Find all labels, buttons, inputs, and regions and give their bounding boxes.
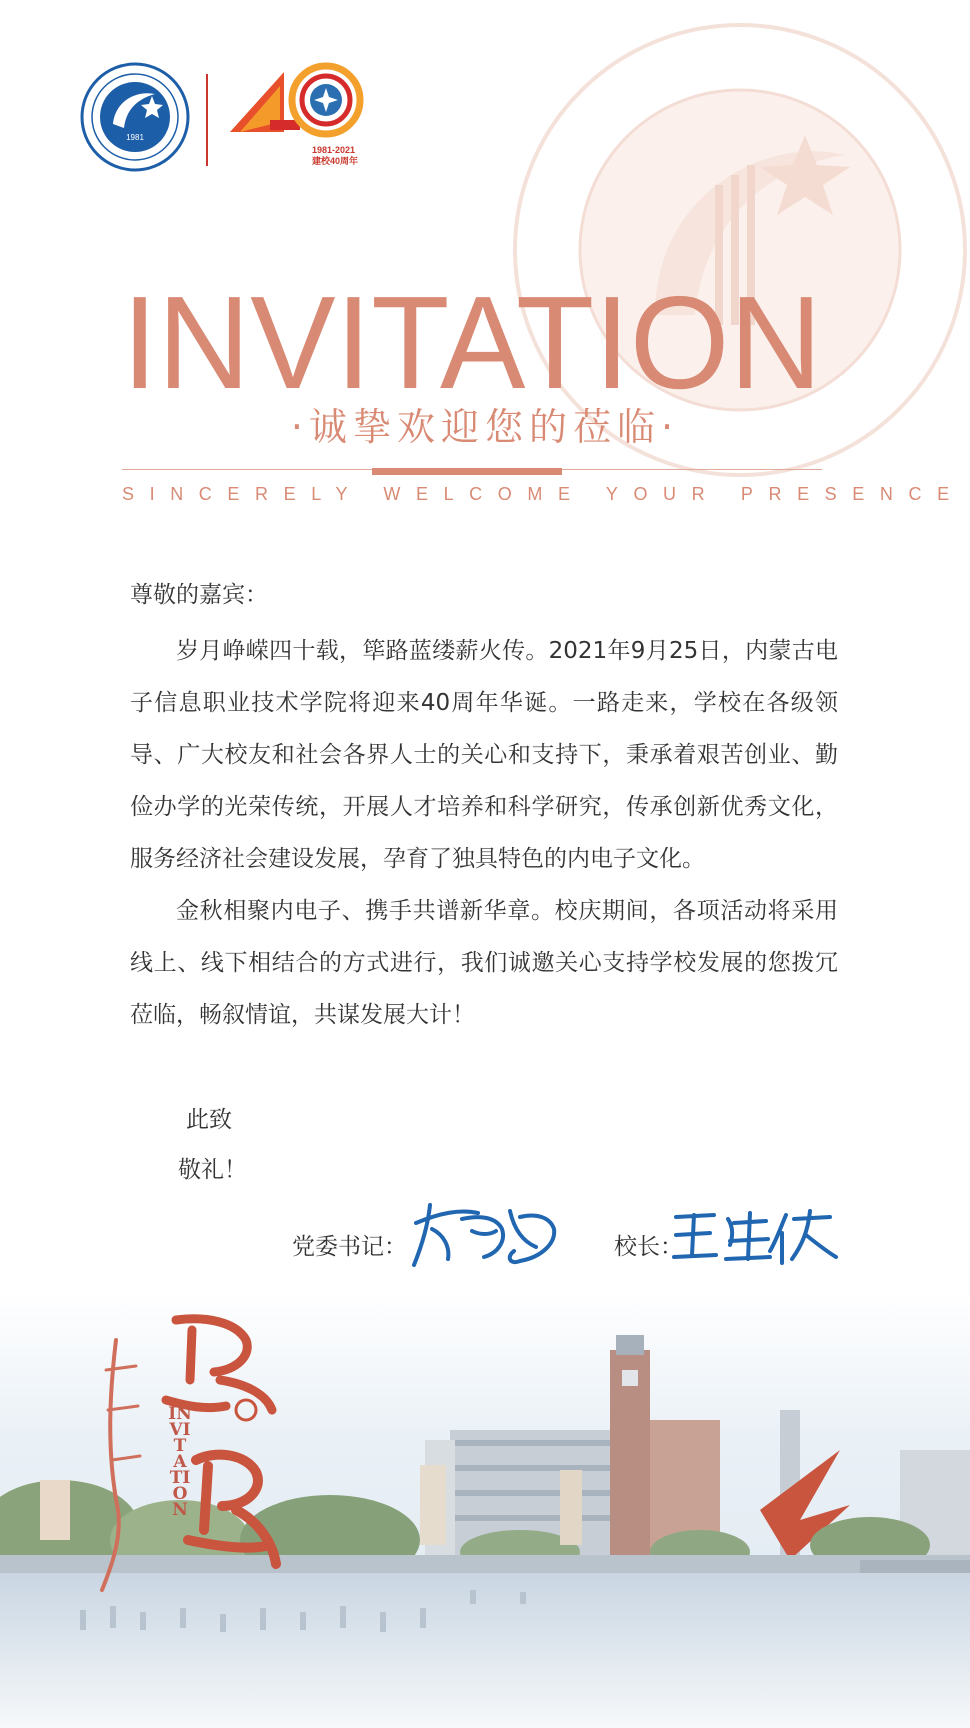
anniversary-years [312,145,358,167]
headline-text: INVITATION [122,282,822,402]
greeting: 尊敬的嘉宾： [130,582,268,608]
divider-accent [372,468,562,475]
letter-body [130,625,838,1041]
president-signature [670,1205,840,1267]
closing-regards: 敬礼！ [178,1157,247,1183]
paragraph-2: 金秋相聚内电子、携手共谱新华章。校庆期间，各项活动将采用线上、线下相结合的方式进行，我们诚邀关心支持学校发展的您拨冗莅临，畅叙情谊，共谋发展大计！ [130,898,838,1028]
school-logo [80,62,190,172]
party-secretary-signature [410,1195,560,1275]
calligraphy-mark [96,1310,306,1600]
paragraph-1: 岁月峥嵘四十载，筚路蓝缕薪火传。2021年9月25日，内蒙古电子信息职业技术学院将迎来40周年华诞。一路走来，学校在各级领导、广大校友和社会各界人士的关心和支持下，秉承着艰苦创业、勤俭办学的光荣传统，开展人才培养和科学研究，传承创新优秀文化，服务经济社会建设发展，孕育了独具特色的内电子文化。 [130,638,838,872]
party-secretary-label: 党委书记： [292,1234,407,1260]
calligraphy-label: INVITATION [168,1404,192,1520]
headline [120,282,825,402]
anniversary-number: 40 [222,60,224,61]
closing-salutation: 此致 [186,1107,232,1133]
anniversary-label: 建校40周年 [312,156,359,166]
subtitle: ·诚挚欢迎您的莅临· [290,405,680,449]
logo-divider [206,74,208,166]
tagline: SINCERELY WELCOME YOUR PRESENCE [122,484,965,504]
founding-year: 1981 [126,133,144,142]
anniversary-years-text: 1981-2021 [312,145,356,155]
president-label: 校长： [614,1234,683,1260]
